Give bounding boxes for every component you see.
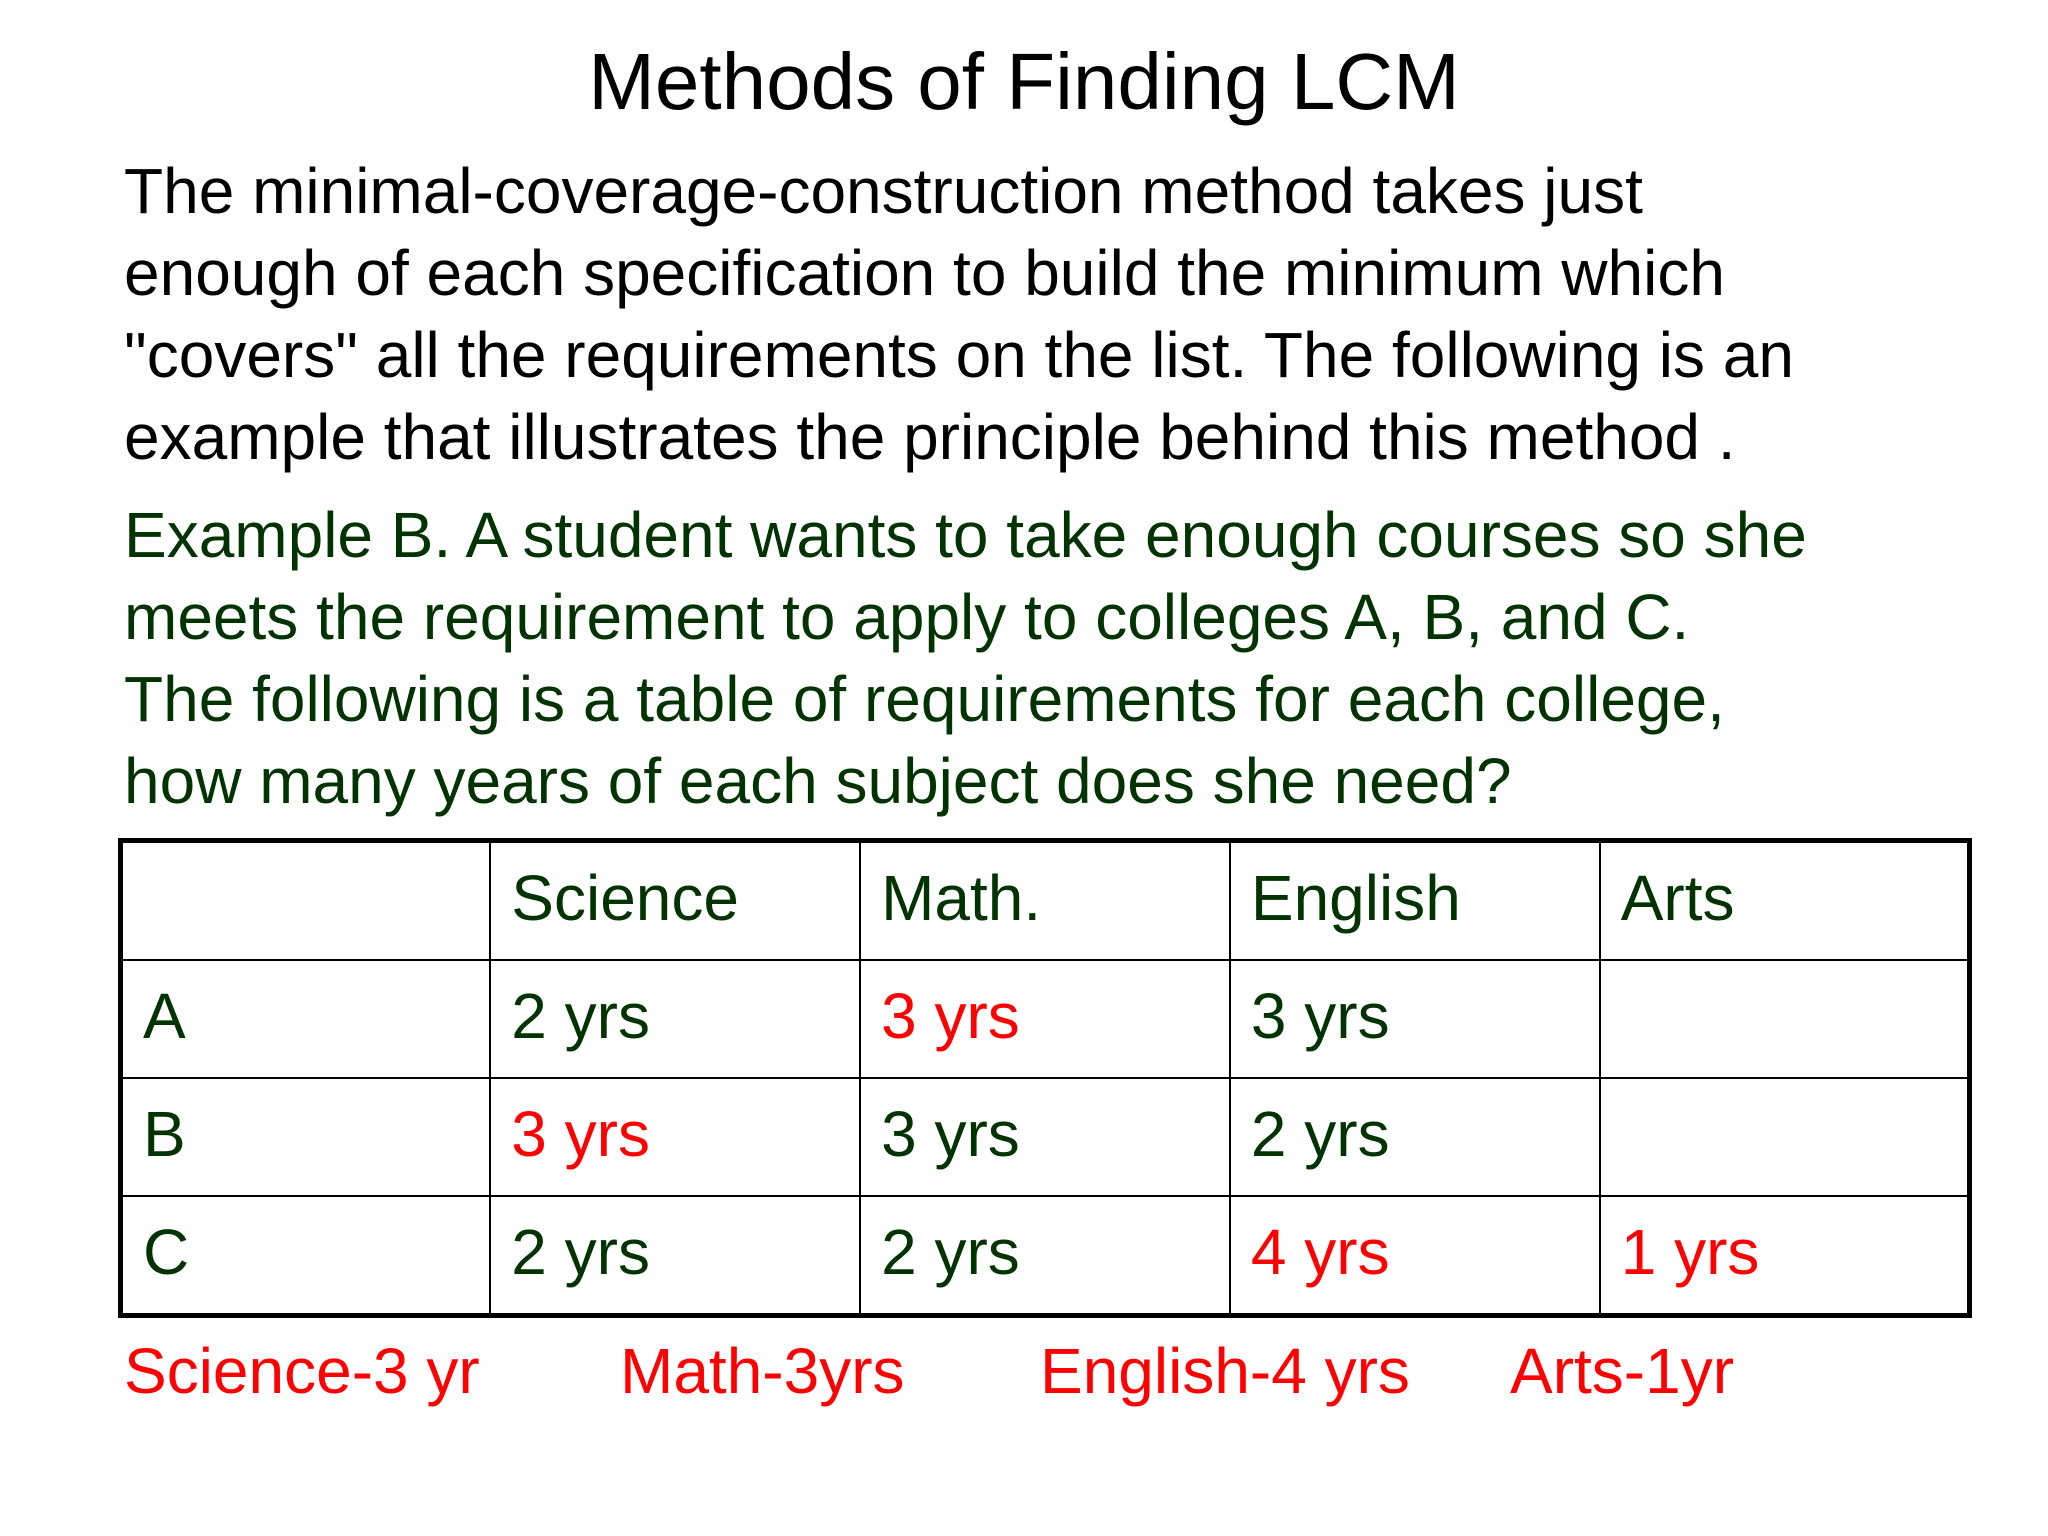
- row-label: A: [121, 960, 491, 1078]
- row-label: C: [121, 1196, 491, 1316]
- table-cell: 2 yrs: [490, 960, 860, 1078]
- intro-line: The minimal-coverage-construction method takes just: [124, 155, 1643, 227]
- table-cell-highlight: 3 yrs: [860, 960, 1230, 1078]
- header-cell-science: Science: [490, 841, 860, 961]
- example-paragraph: [124, 494, 2024, 822]
- table-cell: 3 yrs: [1230, 960, 1600, 1078]
- intro-line: enough of each specification to build the minimum which: [124, 237, 1725, 309]
- header-cell-empty: [121, 841, 491, 961]
- table-cell: 2 yrs: [860, 1196, 1230, 1316]
- table-cell: 3 yrs: [860, 1078, 1230, 1196]
- intro-line: "covers" all the requirements on the list. The following is an: [124, 319, 1794, 391]
- summary-english: English-4 yrs: [1040, 1335, 1410, 1407]
- requirements-table: [118, 838, 1972, 1318]
- table-row-c: [121, 1196, 1970, 1316]
- table-cell: 2 yrs: [1230, 1078, 1600, 1196]
- table-cell-highlight: 4 yrs: [1230, 1196, 1600, 1316]
- table-row-b: [121, 1078, 1970, 1196]
- table-row-a: [121, 960, 1970, 1078]
- header-cell-english: English: [1230, 841, 1600, 961]
- table-cell-highlight: 3 yrs: [490, 1078, 860, 1196]
- intro-paragraph: [124, 150, 2024, 478]
- table-header-row: [121, 841, 1970, 961]
- header-cell-arts: Arts: [1600, 841, 1970, 961]
- table-cell-highlight: 1 yrs: [1600, 1196, 1970, 1316]
- example-line: The following is a table of requirements for each college,: [124, 663, 1725, 735]
- example-line: meets the requirement to apply to colleges A, B, and C.: [124, 581, 1690, 653]
- summary-math: Math-3yrs: [620, 1335, 905, 1407]
- header-cell-math: Math.: [860, 841, 1230, 961]
- table-cell: [1600, 960, 1970, 1078]
- row-label: B: [121, 1078, 491, 1196]
- slide-title: Methods of Finding LCM: [588, 37, 1460, 126]
- summary-arts: Arts-1yr: [1510, 1335, 1734, 1407]
- example-line: how many years of each subject does she need?: [124, 745, 1512, 817]
- table-cell: [1600, 1078, 1970, 1196]
- intro-line: example that illustrates the principle behind this method .: [124, 401, 1736, 473]
- summary-science: Science-3 yr: [124, 1335, 480, 1407]
- example-line: Example B. A student wants to take enough courses so she: [124, 499, 1807, 571]
- table-cell: 2 yrs: [490, 1196, 860, 1316]
